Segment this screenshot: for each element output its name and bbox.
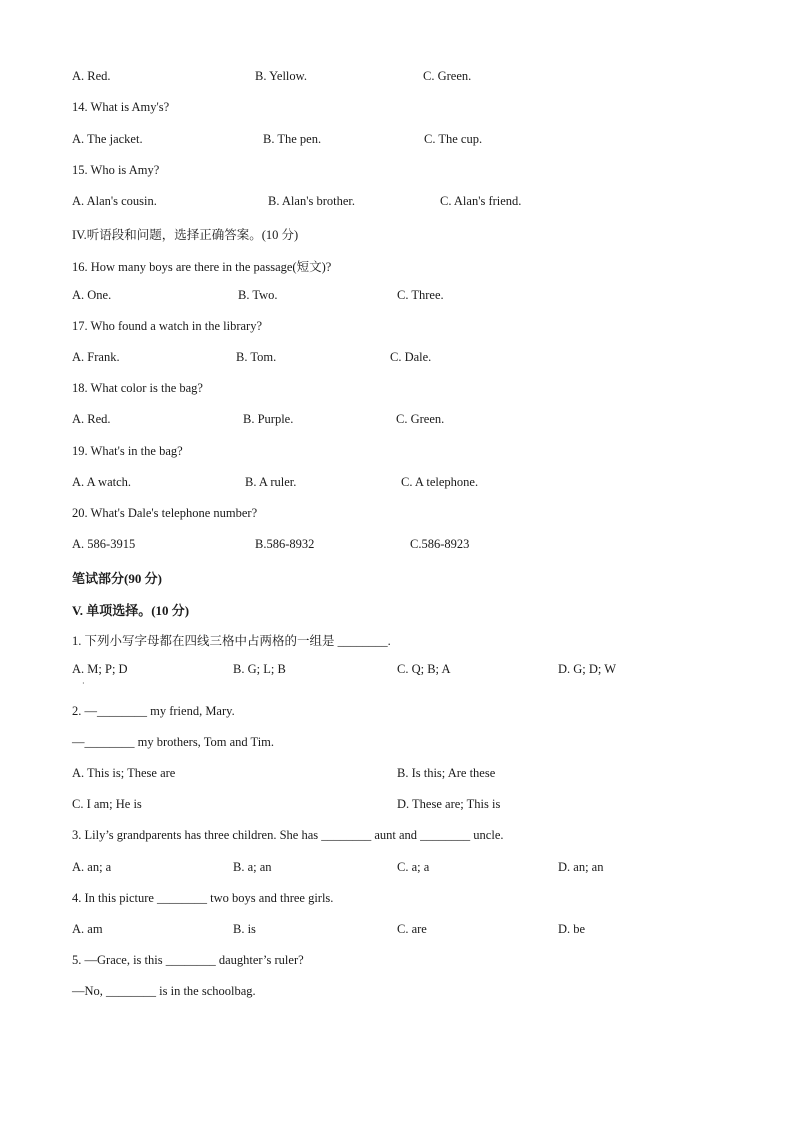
answer-option: C. Green. bbox=[396, 412, 445, 426]
question-text: —________ my brothers, Tom and Tim. bbox=[72, 735, 275, 749]
answer-option: A. This is; These are bbox=[72, 766, 176, 780]
answer-option: A. 586-3915 bbox=[72, 537, 136, 551]
answer-option: C. Green. bbox=[423, 69, 472, 83]
question-text: 19. What's in the bag? bbox=[72, 444, 183, 458]
question-text: 15. Who is Amy? bbox=[72, 163, 160, 177]
answer-option: A. Frank. bbox=[72, 350, 120, 364]
answer-option: C. Dale. bbox=[390, 350, 432, 364]
answer-option: B. G; L; B bbox=[233, 662, 286, 676]
question-text: 14. What is Amy's? bbox=[72, 100, 170, 114]
answer-option: A. Alan's cousin. bbox=[72, 194, 157, 208]
question-text: —No, ________ is in the schoolbag. bbox=[72, 984, 256, 998]
answer-option: C. The cup. bbox=[424, 132, 483, 146]
answer-option: C. Alan's friend. bbox=[440, 194, 522, 208]
answer-option: A. One. bbox=[72, 288, 112, 302]
answer-option: A. M; P; D bbox=[72, 662, 128, 676]
answer-option: B.586-8932 bbox=[255, 537, 315, 551]
answer-option: D. an; an bbox=[558, 860, 604, 874]
answer-option: C. are bbox=[397, 922, 427, 936]
answer-option: A. The jacket. bbox=[72, 132, 143, 146]
answer-option: B. Two. bbox=[238, 288, 278, 302]
answer-option: D. These are; This is bbox=[397, 797, 501, 811]
question-text: 17. Who found a watch in the library? bbox=[72, 319, 262, 333]
answer-option: B. Is this; Are these bbox=[397, 766, 496, 780]
question-text: IV.听语段和问题，选择正确答案。(10 分) bbox=[72, 228, 299, 242]
question-text: 5. —Grace, is this ________ daughter’s ruler? bbox=[72, 953, 304, 967]
answer-option: B. Tom. bbox=[236, 350, 277, 364]
question-text: 20. What's Dale's telephone number? bbox=[72, 506, 258, 520]
question-text: 2. —________ my friend, Mary. bbox=[72, 704, 235, 718]
answer-option: B. Alan's brother. bbox=[268, 194, 355, 208]
section-heading: V. 单项选择。(10 分) bbox=[72, 603, 190, 618]
answer-option: A. A watch. bbox=[72, 475, 132, 489]
answer-option: D. G; D; W bbox=[558, 662, 617, 676]
question-text: 1. 下列小写字母都在四线三格中占两格的一组是 ________. bbox=[72, 634, 391, 648]
stray-mark: · bbox=[82, 679, 85, 688]
question-text: 16. How many boys are there in the passage(短文)? bbox=[72, 260, 332, 274]
question-text: 3. Lily’s grandparents has three children. She has ________ aunt and ________ uncle. bbox=[72, 828, 504, 842]
answer-option: C.586-8923 bbox=[410, 537, 470, 551]
answer-option: C. A telephone. bbox=[401, 475, 479, 489]
answer-option: B. Yellow. bbox=[255, 69, 307, 83]
answer-option: C. Three. bbox=[397, 288, 444, 302]
answer-option: A. Red. bbox=[72, 412, 111, 426]
answer-option: D. be bbox=[558, 922, 586, 936]
answer-option: C. a; a bbox=[397, 860, 430, 874]
answer-option: A. an; a bbox=[72, 860, 112, 874]
answer-option: C. Q; B; A bbox=[397, 662, 451, 676]
question-text: 4. In this picture ________ two boys and three girls. bbox=[72, 891, 334, 905]
answer-option: A. Red. bbox=[72, 69, 111, 83]
answer-option: B. A ruler. bbox=[245, 475, 297, 489]
answer-option: A. am bbox=[72, 922, 103, 936]
answer-option: B. is bbox=[233, 922, 256, 936]
answer-option: B. The pen. bbox=[263, 132, 322, 146]
answer-option: B. a; an bbox=[233, 860, 272, 874]
question-text: 18. What color is the bag? bbox=[72, 381, 203, 395]
section-heading: 笔试部分(90 分) bbox=[72, 571, 162, 586]
answer-option: B. Purple. bbox=[243, 412, 294, 426]
answer-option: C. I am; He is bbox=[72, 797, 142, 811]
